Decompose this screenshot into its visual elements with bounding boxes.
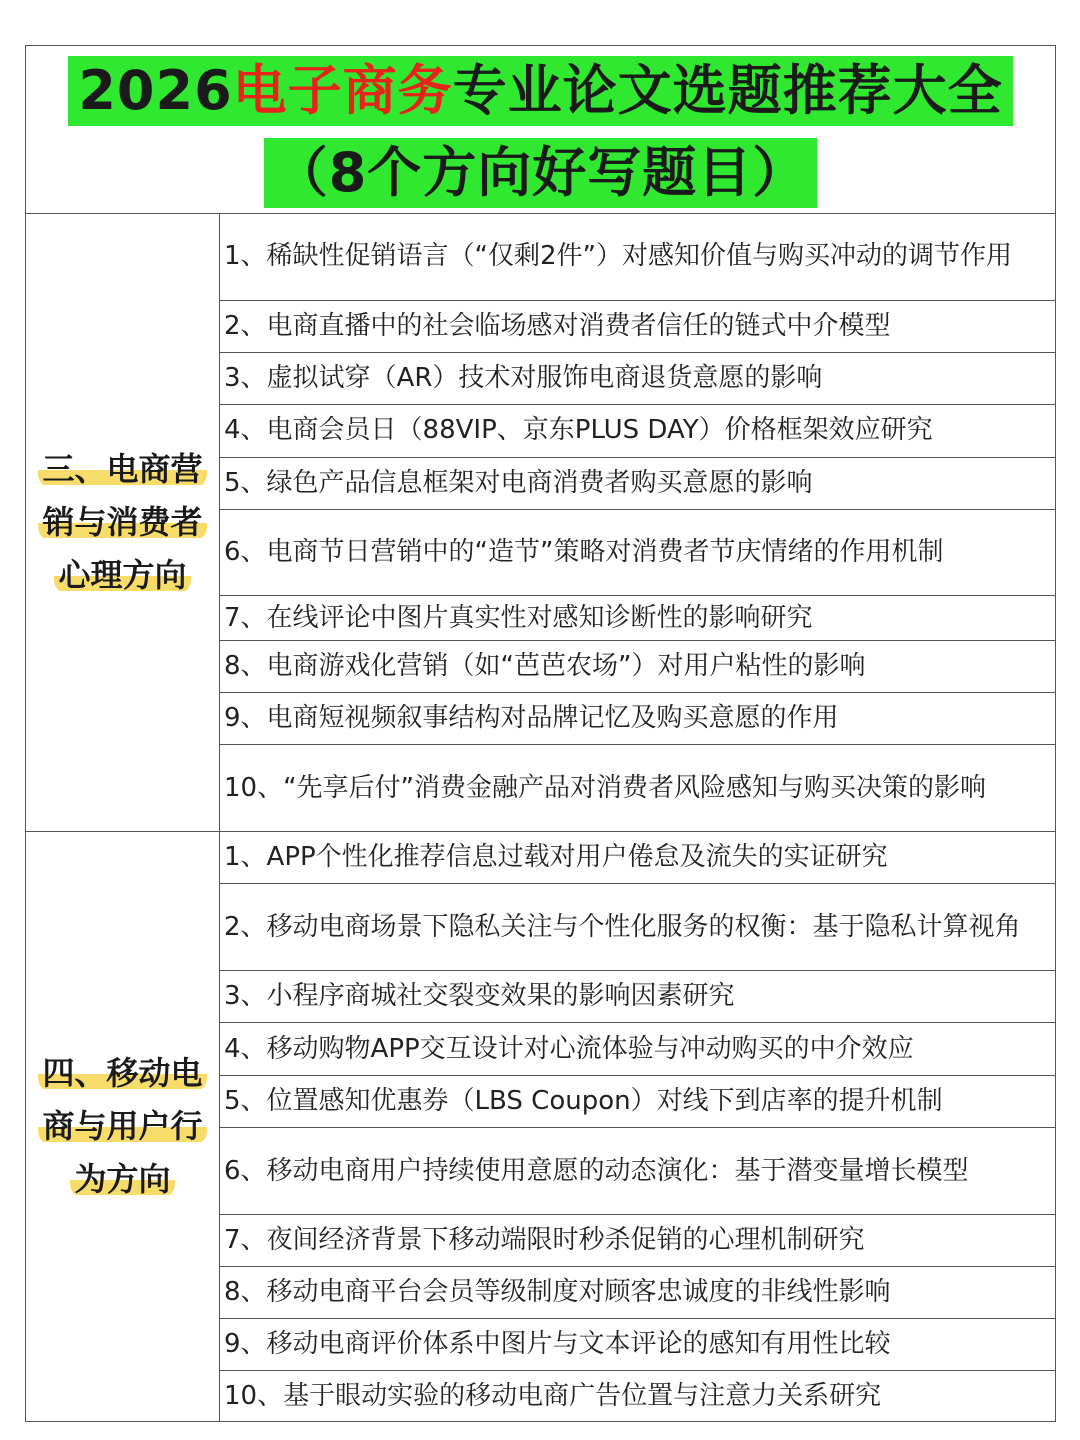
topic-item: 2、移动电商场景下隐私关注与个性化服务的权衡：基于隐私计算视角: [220, 884, 1055, 971]
topic-item: 3、虚拟试穿（AR）技术对服饰电商退货意愿的影响: [220, 353, 1055, 405]
topic-item: 4、电商会员日（88VIP、京东PLUS DAY）价格框架效应研究: [220, 405, 1055, 458]
topic-item: 1、APP个性化推荐信息过载对用户倦怠及流失的实证研究: [220, 832, 1055, 884]
topic-item: 1、稀缺性促销语言（“仅剩2件”）对感知价值与购买冲动的调节作用: [220, 214, 1055, 301]
topic-item: 9、移动电商评价体系中图片与文本评论的感知有用性比较: [220, 1319, 1055, 1371]
title-line-1: [26, 56, 1055, 126]
topic-list: [220, 832, 1055, 1421]
section-mobile-user-behavior: [26, 832, 1055, 1421]
topic-item: 7、夜间经济背景下移动端限时秒杀促销的心理机制研究: [220, 1215, 1055, 1267]
topic-item: 6、电商节日营销中的“造节”策略对消费者节庆情绪的作用机制: [220, 510, 1055, 597]
title-major: 电子商务: [232, 59, 453, 122]
topic-item: 7、在线评论中图片真实性对感知诊断性的影响研究: [220, 596, 1055, 641]
title-year: 2026: [78, 59, 233, 122]
topic-item: 5、绿色产品信息框架对电商消费者购买意愿的影响: [220, 458, 1055, 510]
page-header: [26, 46, 1055, 214]
topic-item: 9、电商短视频叙事结构对品牌记忆及购买意愿的作用: [220, 693, 1055, 745]
section-label-line: 心理方向: [54, 556, 190, 594]
title-line-2: [26, 138, 1055, 208]
section-marketing-psychology: [26, 214, 1055, 832]
topic-list: [220, 214, 1055, 831]
section-label-line: 销与消费者: [38, 503, 206, 541]
topic-item: 8、电商游戏化营销（如“芭芭农场”）对用户粘性的影响: [220, 641, 1055, 693]
section-label-line: 商与用户行: [38, 1107, 206, 1145]
topic-item: 3、小程序商城社交裂变效果的影响因素研究: [220, 971, 1055, 1023]
page-subtitle: （8个方向好写题目）: [264, 138, 818, 208]
page-title: [68, 56, 1012, 126]
topic-item: 5、位置感知优惠券（LBS Coupon）对线下到店率的提升机制: [220, 1076, 1055, 1128]
topic-item: 2、电商直播中的社会临场感对消费者信任的链式中介模型: [220, 301, 1055, 353]
topic-item: 4、移动购物APP交互设计对心流体验与冲动购买的中介效应: [220, 1023, 1055, 1076]
section-label-line: 为方向: [70, 1160, 174, 1198]
topic-item: 10、“先享后付”消费金融产品对消费者风险感知与购买决策的影响: [224, 772, 987, 803]
topic-item: 6、移动电商用户持续使用意愿的动态演化：基于潜变量增长模型: [220, 1128, 1055, 1215]
title-suffix: 专业论文选题推荐大全: [452, 59, 1003, 122]
section-label: [26, 214, 220, 831]
topic-item: 8、移动电商平台会员等级制度对顾客忠诚度的非线性影响: [220, 1267, 1055, 1319]
section-label-line: 四、移动电: [38, 1054, 206, 1092]
topic-item: 10、基于眼动实验的移动电商广告位置与注意力关系研究: [224, 1380, 882, 1411]
section-label-line: 三、电商营: [38, 450, 206, 488]
topic-table: [25, 45, 1056, 1422]
section-label: [26, 832, 220, 1421]
